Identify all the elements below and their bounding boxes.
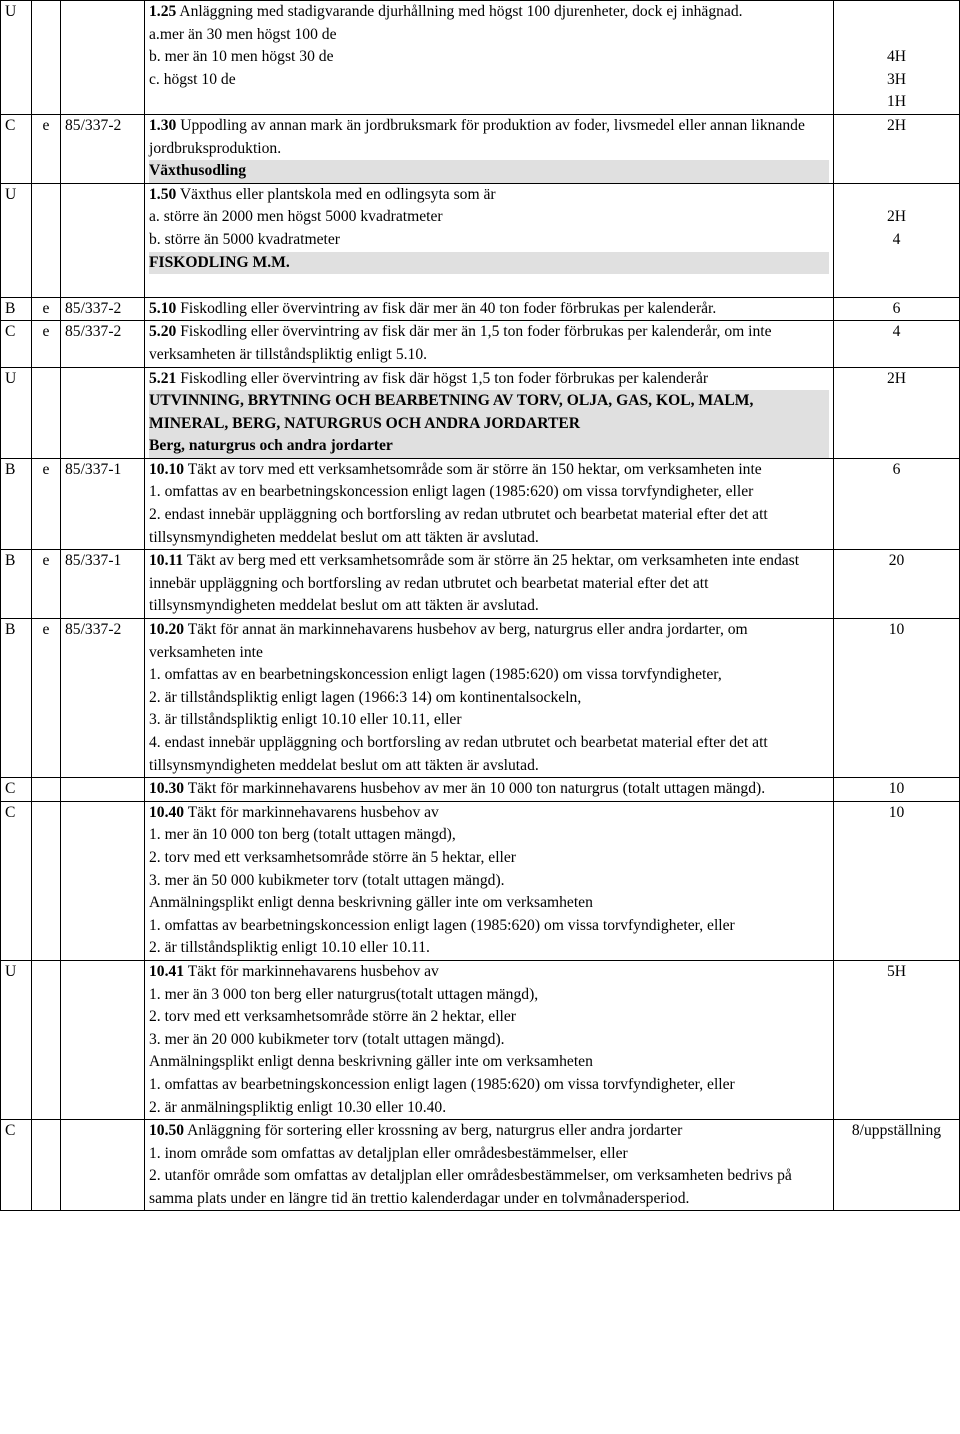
sfs-reference-cell bbox=[61, 778, 145, 802]
description-line bbox=[149, 961, 829, 984]
description-line bbox=[149, 184, 829, 207]
description-line bbox=[149, 550, 829, 618]
description-line bbox=[149, 229, 829, 252]
description-cell bbox=[145, 801, 834, 960]
class-letter-cell: U bbox=[1, 960, 32, 1119]
description-cell bbox=[145, 458, 834, 549]
description-line bbox=[149, 937, 829, 960]
eu-marker-cell bbox=[32, 367, 61, 458]
item-text: Fiskodling eller övervintring av fisk där mer än 40 ton foder förbrukas per kalenderår. bbox=[176, 299, 717, 317]
description-cell bbox=[145, 321, 834, 367]
eu-marker-cell: e bbox=[32, 321, 61, 367]
table-row bbox=[1, 367, 960, 458]
item-code: 10.20 bbox=[149, 621, 185, 639]
eu-marker-cell bbox=[32, 778, 61, 802]
section-heading bbox=[149, 435, 829, 458]
item-text: 1. omfattas av bearbetningskoncession enligt lagen (1985:620) om vissa torvfyndigheter, eller bbox=[149, 1075, 735, 1093]
description-cell bbox=[145, 367, 834, 458]
class-letter-cell: B bbox=[1, 458, 32, 549]
item-text: 4. endast innebär uppläggning och bortforsling av redan utbrutet och bearbetat material efter det att tillsynsmyndigheten meddelat beslut om att täkten är avslutad. bbox=[149, 734, 768, 774]
table-row bbox=[1, 550, 960, 619]
section-heading bbox=[149, 252, 829, 275]
table-row bbox=[1, 321, 960, 367]
item-text: 3. mer än 20 000 kubikmeter torv (totalt uttagen mängd). bbox=[149, 1030, 505, 1048]
item-code: Berg, naturgrus och andra jordarter bbox=[149, 437, 393, 455]
item-code: 10.41 bbox=[149, 962, 185, 980]
item-text: b. mer än 10 men högst 30 de bbox=[149, 48, 334, 66]
fee-value: 2H bbox=[886, 369, 907, 387]
description-cell bbox=[145, 960, 834, 1119]
item-text: Anmälningsplikt enligt denna beskrivning gäller inte om verksamheten bbox=[149, 1053, 593, 1071]
description-line bbox=[149, 298, 829, 321]
eu-marker-cell bbox=[32, 960, 61, 1119]
description-cell bbox=[145, 550, 834, 619]
description-cell bbox=[145, 619, 834, 778]
description-line bbox=[149, 206, 829, 229]
fee-value: 20 bbox=[888, 552, 905, 570]
item-text: FISKODLING M.M. bbox=[149, 253, 290, 271]
item-text: Anläggning för sortering eller krossning av berg, naturgrus eller andra jordarter bbox=[184, 1122, 683, 1140]
eu-marker-cell: e bbox=[32, 550, 61, 619]
description-line bbox=[149, 1074, 829, 1097]
eu-marker-cell: e bbox=[32, 297, 61, 321]
item-text: Uppodling av annan mark än jordbruksmark för produktion av foder, livsmedel eller annan liknande jordbruksproduktion. bbox=[149, 116, 805, 157]
description-line bbox=[149, 1, 829, 24]
description-line bbox=[149, 687, 829, 710]
item-code: 1.30 bbox=[149, 116, 177, 134]
class-letter-cell: U bbox=[1, 367, 32, 458]
fee-value: 2H bbox=[886, 116, 907, 134]
section-heading bbox=[149, 390, 829, 435]
item-text: 2. torv med ett verksamhetsområde större än 2 hektar, eller bbox=[149, 1008, 516, 1026]
fee-class-cell bbox=[834, 778, 960, 802]
item-text: 1. mer än 10 000 ton berg (totalt uttagen mängd), bbox=[149, 826, 456, 844]
fee-value: 6 bbox=[892, 299, 901, 317]
table-row bbox=[1, 960, 960, 1119]
item-text: 1. omfattas av en bearbetningskoncession enligt lagen (1985:620) om vissa torvfyndigheter, bbox=[149, 666, 722, 684]
description-line bbox=[149, 778, 829, 801]
table-row bbox=[1, 183, 960, 297]
item-text: 2. är tillståndspliktig enligt 10.10 eller 10.11. bbox=[149, 939, 430, 957]
fee-value: 4 bbox=[892, 230, 901, 248]
description-line bbox=[149, 732, 829, 777]
item-text: 2. utanför område som omfattas av detaljplan eller områdesbestämmelser, om verksamheten bedrivs på samma plats under en längre tid än trettio kalenderdagar under en tolvmånadersperiod. bbox=[149, 1167, 792, 1207]
eu-marker-cell: e bbox=[32, 114, 61, 183]
description-line bbox=[149, 115, 829, 160]
class-letter-cell: B bbox=[1, 619, 32, 778]
item-text: Fiskodling eller övervintring av fisk där mer än 1,5 ton foder förbrukas per kalenderår, om inte verksamheten är tillståndspliktig enligt 5.10. bbox=[149, 323, 772, 363]
description-line bbox=[149, 1097, 829, 1120]
item-code: UTVINNING, BRYTNING OCH BEARBETNING AV TORV, OLJA, GAS, KOL, MALM, MINERAL, BERG, NATURGRUS OCH ANDRA JORDARTER bbox=[149, 392, 754, 432]
item-text: Täkt för markinnehavarens husbehov av bbox=[184, 803, 439, 821]
item-text: 1. omfattas av en bearbetningskoncession enligt lagen (1985:620) om vissa torvfyndigheter, eller bbox=[149, 483, 754, 501]
description-line bbox=[149, 664, 829, 687]
fee-class-cell bbox=[834, 321, 960, 367]
fee-value: 10 bbox=[888, 803, 905, 821]
class-letter-cell: C bbox=[1, 801, 32, 960]
item-code: 5.10 bbox=[149, 299, 177, 317]
item-text: b. större än 5000 kvadratmeter bbox=[149, 230, 340, 248]
description-cell bbox=[145, 1, 834, 115]
fee-class-cell bbox=[834, 550, 960, 619]
eu-marker-cell: e bbox=[32, 619, 61, 778]
class-letter-cell: B bbox=[1, 297, 32, 321]
description-line bbox=[149, 870, 829, 893]
description-line bbox=[149, 1029, 829, 1052]
fee-value bbox=[838, 1, 955, 24]
description-line bbox=[149, 504, 829, 549]
fee-value: 2H bbox=[886, 208, 907, 226]
item-text: 2. endast innebär uppläggning och bortforsling av redan utbrutet och bearbetat material efter det att tillsynsmyndigheten meddelat beslut om att täkten är avslutad. bbox=[149, 506, 768, 546]
description-line bbox=[149, 915, 829, 938]
item-code: 1.25 bbox=[149, 3, 177, 20]
description-line bbox=[149, 69, 829, 92]
item-text: 3. mer än 50 000 kubikmeter torv (totalt uttagen mängd). bbox=[149, 871, 505, 889]
item-code: 5.20 bbox=[149, 323, 177, 341]
item-code: 1.50 bbox=[149, 185, 177, 203]
fee-value: 10 bbox=[888, 780, 905, 798]
table-row bbox=[1, 778, 960, 802]
fee-class-cell bbox=[834, 367, 960, 458]
sfs-reference-cell bbox=[61, 960, 145, 1119]
description-line bbox=[149, 321, 829, 366]
fee-class-cell bbox=[834, 960, 960, 1119]
table-row bbox=[1, 1120, 960, 1211]
class-letter-cell: B bbox=[1, 550, 32, 619]
fee-value bbox=[838, 184, 955, 207]
item-text: 2. är tillståndspliktig enligt lagen (1966:3 14) om kontinentalsockeln, bbox=[149, 688, 582, 706]
eu-marker-cell: e bbox=[32, 458, 61, 549]
sfs-reference-cell bbox=[61, 1, 145, 115]
fee-value: 8/uppställning bbox=[851, 1122, 942, 1140]
description-line bbox=[149, 824, 829, 847]
item-text: Anläggning med stadigvarande djurhållning med högst 100 djurenheter, dock ej inhägnad. bbox=[176, 3, 743, 20]
fee-class-cell bbox=[834, 183, 960, 297]
description-line bbox=[149, 481, 829, 504]
eu-marker-cell bbox=[32, 1, 61, 115]
item-text: 1. inom område som omfattas av detaljplan eller områdesbestämmelser, eller bbox=[149, 1144, 628, 1162]
description-cell bbox=[145, 183, 834, 297]
item-text: Täkt av torv med ett verksamhetsområde som är större än 150 hektar, om verksamheten inte bbox=[184, 460, 762, 478]
description-line bbox=[149, 619, 829, 664]
sfs-reference-cell: 85/337-2 bbox=[61, 619, 145, 778]
description-line bbox=[149, 892, 829, 915]
spacer bbox=[149, 274, 829, 297]
fee-value: 5H bbox=[886, 962, 907, 980]
eu-marker-cell bbox=[32, 183, 61, 297]
class-letter-cell: C bbox=[1, 114, 32, 183]
description-cell bbox=[145, 1120, 834, 1211]
description-line bbox=[149, 984, 829, 1007]
table-row bbox=[1, 458, 960, 549]
item-text: a.mer än 30 men högst 100 de bbox=[149, 25, 337, 43]
table-row bbox=[1, 801, 960, 960]
table-row bbox=[1, 297, 960, 321]
description-line bbox=[149, 1051, 829, 1074]
description-line bbox=[149, 1165, 829, 1210]
class-letter-cell: U bbox=[1, 183, 32, 297]
item-text: a. större än 2000 men högst 5000 kvadratmeter bbox=[149, 208, 443, 226]
item-text: 2. är anmälningspliktig enligt 10.30 eller 10.40. bbox=[149, 1098, 447, 1116]
activity-table-body bbox=[1, 1, 960, 1211]
description-line bbox=[149, 24, 829, 47]
fee-value: 3H bbox=[886, 70, 907, 88]
fee-class-cell bbox=[834, 801, 960, 960]
sfs-reference-cell: 85/337-2 bbox=[61, 114, 145, 183]
item-text: 3. är tillståndspliktig enligt 10.10 eller 10.11, eller bbox=[149, 711, 462, 729]
section-heading bbox=[149, 160, 829, 183]
fee-value: 4H bbox=[886, 48, 907, 66]
item-text: Täkt för markinnehavarens husbehov av bbox=[184, 962, 439, 980]
fee-class-cell bbox=[834, 1120, 960, 1211]
sfs-reference-cell: 85/337-1 bbox=[61, 550, 145, 619]
item-code: 10.50 bbox=[149, 1122, 185, 1140]
item-text: Växthus eller plantskola med en odlingsyta som är bbox=[176, 185, 496, 203]
item-text: Täkt av berg med ett verksamhetsområde som är större än 25 hektar, om verksamheten inte endast innebär uppläggning och bortforsling av redan utbrutet och bearbetat material efter det att tillsynsmyndigheten meddelat beslut om att täkten är avslutad. bbox=[149, 552, 800, 615]
description-cell bbox=[145, 114, 834, 183]
class-letter-cell: C bbox=[1, 1120, 32, 1211]
table-row bbox=[1, 114, 960, 183]
sfs-reference-cell bbox=[61, 367, 145, 458]
item-code: 10.30 bbox=[149, 780, 185, 798]
description-line bbox=[149, 459, 829, 482]
fee-class-cell bbox=[834, 1, 960, 115]
fee-value: 1H bbox=[886, 93, 907, 111]
description-line bbox=[149, 1120, 829, 1143]
item-text: Täkt för markinnehavarens husbehov av mer än 10 000 ton naturgrus (totalt uttagen mängd). bbox=[184, 780, 766, 798]
class-letter-cell: C bbox=[1, 321, 32, 367]
item-code: 10.40 bbox=[149, 803, 185, 821]
fee-value: 10 bbox=[888, 621, 905, 639]
sfs-reference-cell: 85/337-2 bbox=[61, 297, 145, 321]
fee-class-cell bbox=[834, 114, 960, 183]
item-text: Anmälningsplikt enligt denna beskrivning gäller inte om verksamheten bbox=[149, 894, 593, 912]
sfs-reference-cell bbox=[61, 183, 145, 297]
item-text: Täkt för annat än markinnehavarens husbehov av berg, naturgrus eller andra jordarter, om verksamheten inte bbox=[149, 621, 748, 661]
description-line bbox=[149, 46, 829, 69]
description-line bbox=[149, 1143, 829, 1166]
item-text: 1. omfattas av bearbetningskoncession enligt lagen (1985:620) om vissa torvfyndigheter, eller bbox=[149, 916, 735, 934]
item-code: 5.21 bbox=[149, 369, 177, 387]
sfs-reference-cell: 85/337-1 bbox=[61, 458, 145, 549]
fee-class-cell bbox=[834, 458, 960, 549]
fee-value: 4 bbox=[892, 323, 901, 341]
class-letter-cell: U bbox=[1, 1, 32, 115]
fee-value: 6 bbox=[892, 460, 901, 478]
item-code: 10.10 bbox=[149, 460, 185, 478]
item-text: c. högst 10 de bbox=[149, 70, 236, 88]
item-code: 10.11 bbox=[149, 552, 184, 570]
description-line bbox=[149, 847, 829, 870]
description-line bbox=[149, 368, 829, 391]
fee-value bbox=[838, 24, 955, 47]
sfs-reference-cell bbox=[61, 1120, 145, 1211]
description-line bbox=[149, 709, 829, 732]
sfs-reference-cell bbox=[61, 801, 145, 960]
table-row bbox=[1, 1, 960, 115]
item-code: Växthusodling bbox=[149, 162, 247, 180]
eu-marker-cell bbox=[32, 1120, 61, 1211]
fee-class-cell bbox=[834, 297, 960, 321]
eu-marker-cell bbox=[32, 801, 61, 960]
description-line bbox=[149, 1006, 829, 1029]
sfs-reference-cell: 85/337-2 bbox=[61, 321, 145, 367]
item-text: 1. mer än 3 000 ton berg eller naturgrus(totalt uttagen mängd), bbox=[149, 985, 539, 1003]
table-row bbox=[1, 619, 960, 778]
description-line bbox=[149, 802, 829, 825]
description-cell bbox=[145, 297, 834, 321]
description-cell bbox=[145, 778, 834, 802]
item-text: Fiskodling eller övervintring av fisk där högst 1,5 ton foder förbrukas per kalenderår bbox=[176, 369, 709, 387]
item-text: 2. torv med ett verksamhetsområde större än 5 hektar, eller bbox=[149, 848, 516, 866]
class-letter-cell: C bbox=[1, 778, 32, 802]
fee-class-cell bbox=[834, 619, 960, 778]
